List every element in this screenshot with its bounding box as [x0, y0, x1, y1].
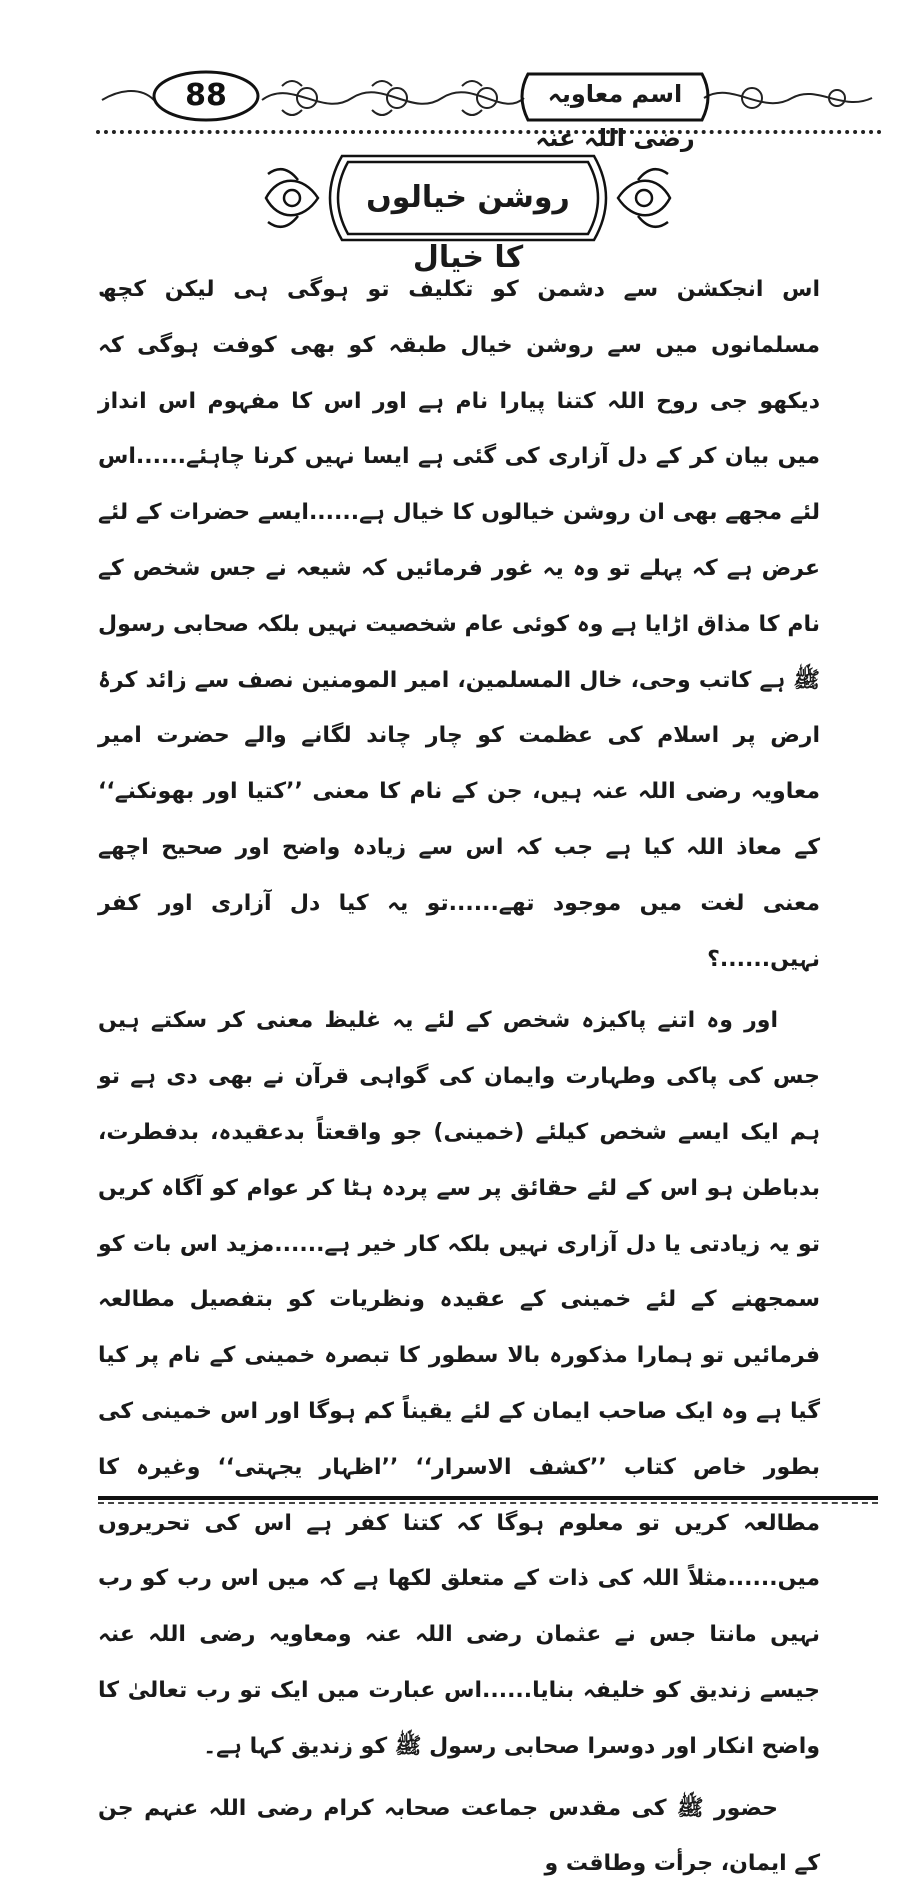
book-title: اسم معاویہ رضی اللہ عنہ [535, 80, 695, 152]
header-dotted-rule [96, 130, 882, 134]
paragraph-1: اس انجکشن سے دشمن کو تکلیف تو ہوگی ہی لیکن کچھ مسلمانوں میں سے روشن خیال طبقہ کو بھی کوفت ہوگی کہ دیکھو جی روح اللہ کتنا پیارا نام ہے اور اس کا مفہوم اس انداز میں بیان کر کے دل آزاری کی گئی ہے ایسا نہیں کرنا چاہئے......اس لئے مجھے بھی ان روشن خیالوں کا خیال ہے......ایسے حضرات کے لئے عرض ہے کہ پہلے تو وہ یہ غور فرمائیں کہ شیعہ نے جس شخص کے نام کا مذاق اڑایا ہے وہ کوئی عام شخصیت نہیں بلکہ صحابی رسول ﷺ ہے کاتب وحی، خال المسلمین، امیر المومنین نصف سے زائد کرۂ ارض پر اسلام کی عظمت کو چار چاند لگانے والے حضرت امیر معاویہ رضی اللہ عنہ ہیں، جن کے نام کا معنی ’’کتیا اور بھونکنے‘‘ کے معاذ اللہ کیا ہے جب کہ اس سے زیادہ واضح اور صحیح اچھے معنی لغت میں موجود تھے......تو یہ کیا دل آزاری اور کفر نہیں......؟ [98, 277, 820, 972]
footer-rule-dashed [98, 1502, 878, 1504]
body-text [98, 262, 820, 1892]
chapter-title: روشن خیالوں کا خیال [366, 180, 570, 275]
paragraph-3: حضور ﷺ کی مقدس جماعت صحابہ کرام رضی اللہ عنہم جن کے ایمان، جرأت وطاقت و [98, 1795, 820, 1877]
page-number: 88 [185, 78, 227, 113]
chapter-banner [258, 150, 678, 275]
page-header [92, 58, 882, 152]
footer-rule [98, 1496, 878, 1500]
paragraph-2: اور وہ اتنے پاکیزہ شخص کے لئے یہ غلیظ معنی کر سکتے ہیں جس کی پاکی وطہارت وایمان کی گواہی قرآن نے بھی دی ہے تو ہم ایک ایسے شخص کیلئے (خمینی) جو واقعتاً بدعقیدہ، بدفطرت، بدباطن ہو اس کے لئے حقائق پر سے پردہ ہٹا کر عوام کو آگاہ کریں تو یہ زیادتی یا دل آزاری نہیں بلکہ کار خیر ہے......مزید اس بات کو سمجھنے کے لئے خمینی کے عقیدہ ونظریات کو بتفصیل مطالعہ فرمائیں تو ہمارا مذکورہ بالا سطور کا تبصرہ خمینی کے نام پر کیا گیا ہے وہ ایک صاحب ایمان کے لئے یقیناً کم ہوگا اور اس خمینی کی بطور خاص کتاب ’’کشف الاسرار‘‘ ’’اظہار یجہتی‘‘ وغیرہ کا مطالعہ کریں تو معلوم ہوگا کہ کتنا کفر ہے اس کی تحریروں میں......مثلاً اللہ کی ذات کے متعلق لکھا ہے کہ میں اس رب کو رب نہیں مانتا جس نے عثمان رضی اللہ عنہ ومعاویہ رضی اللہ عنہ جیسے زندیق کو خلیفہ بنایا......اس عبارت میں ایک تو رب تعالیٰ کا واضح انکار اور دوسرا صحابی رسول ﷺ کو زندیق کہا ہے۔ [98, 1008, 820, 1759]
